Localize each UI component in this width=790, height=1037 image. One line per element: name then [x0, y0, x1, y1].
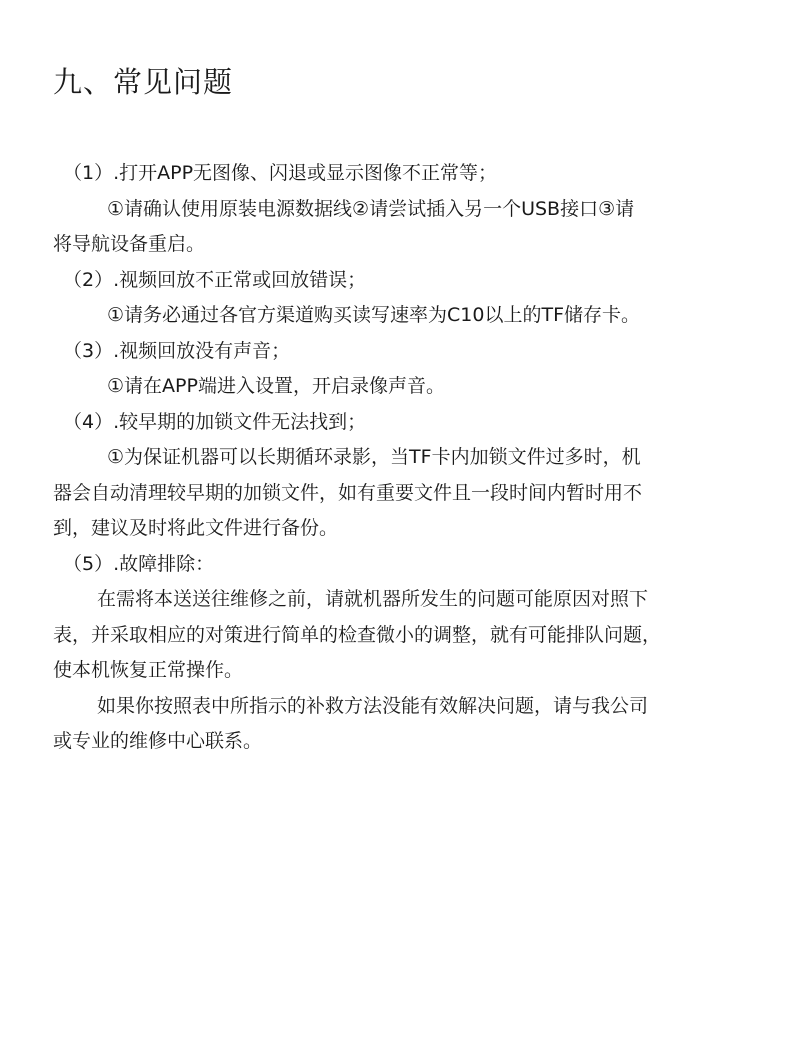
answer-3-line-1: ①请在APP端进入设置，开启录像声音。 — [107, 375, 445, 397]
answer-4-line-3: 到，建议及时将此文件进行备份。 — [53, 517, 339, 539]
question-4: （4）.较早期的加锁文件无法找到； — [63, 410, 367, 433]
paragraph-1-line-2: 表，并采取相应的对策进行简单的检查微小的调整，就有可能排队问题， — [53, 623, 662, 646]
faq-content — [53, 156, 753, 760]
paragraph-1-line-3: 使本机恢复正常操作。 — [53, 659, 244, 681]
answer-4-line-2: 器会自动清理较早期的加锁文件，如有重要文件且一段时间内暂时用不 — [53, 481, 643, 504]
answer-2-line-1: ①请务必通过各官方渠道购买读写速率为C10以上的TF储存卡。 — [107, 304, 641, 326]
question-2: （2）.视频回放不正常或回放错误； — [63, 268, 367, 291]
paragraph-2-line-1: 如果你按照表中所指示的补救方法没能有效解决问题，请与我公司 — [97, 694, 649, 717]
answer-4-line-1: ①为保证机器可以长期循环录影，当TF卡内加锁文件过多时，机 — [107, 446, 641, 468]
question-1: （1）.打开APP无图像、闪退或显示图像不正常等； — [63, 162, 498, 184]
section-title: 九、常见问题 — [53, 65, 234, 99]
question-3: （3）.视频回放没有声音； — [63, 339, 291, 362]
question-5: （5）.故障排除： — [63, 552, 215, 575]
paragraph-1-line-1: 在需将本送送往维修之前，请就机器所发生的问题可能原因对照下 — [97, 588, 649, 610]
answer-1-line-1: ①请确认使用原装电源数据线②请尝试插入另一个USB接口③请 — [107, 197, 635, 220]
paragraph-2-line-2: 或专业的维修中心联系。 — [53, 730, 263, 752]
answer-1-line-2: 将导航设备重启。 — [53, 233, 206, 255]
